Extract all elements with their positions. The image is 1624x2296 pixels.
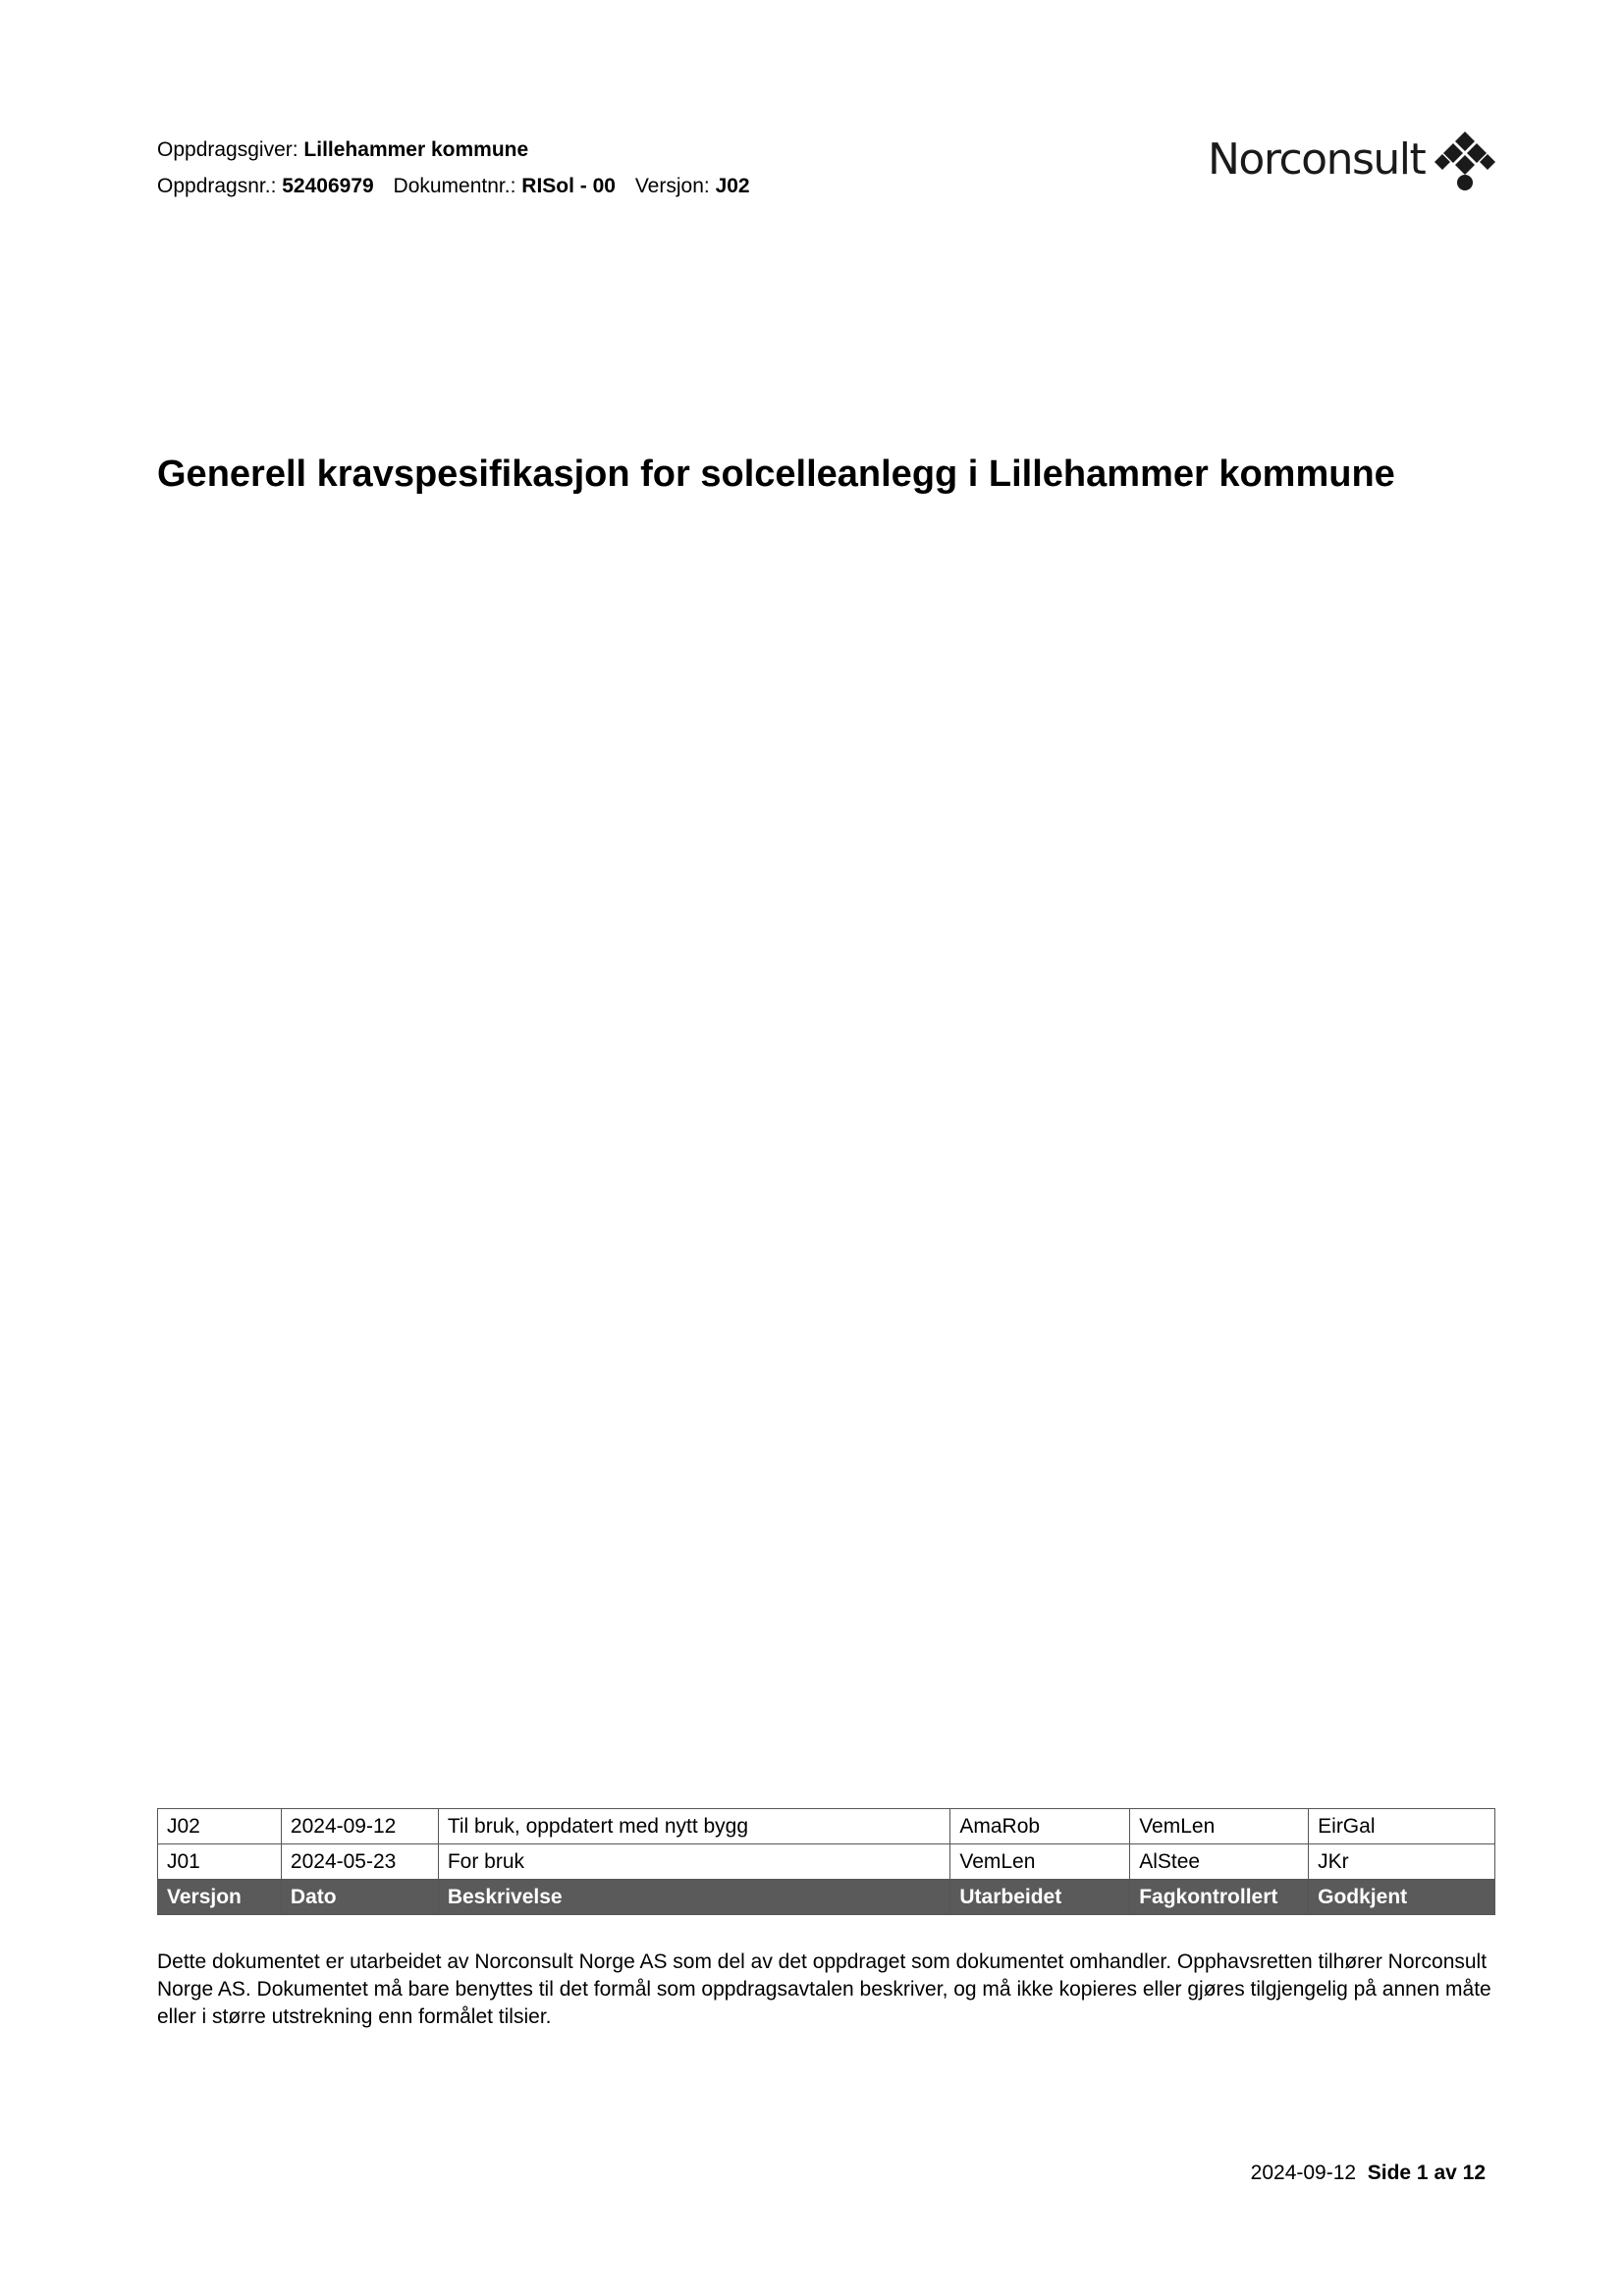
column-header-date: Dato (281, 1880, 438, 1915)
column-header-description: Beskrivelse (438, 1880, 950, 1915)
date-cell: 2024-09-12 (281, 1809, 438, 1844)
copyright-disclaimer: Dette dokumentet er utarbeidet av Norconsult Norge AS som del av det oppdraget som dokumentet omhandler. Opphavsretten tilhører Norconsult Norge AS. Dokumentet må bare benyttes til det formål som oppdragsavtalen beskriver, og må ikke kopieres eller gjøres tilgjengelig på annen måte eller i større utstrekning enn formålet tilsier. (157, 1950, 1491, 2028)
version-cell: J02 (158, 1809, 282, 1844)
version-label: Versjon: (634, 175, 710, 197)
prepared-by-cell: AmaRob (950, 1809, 1130, 1844)
prepared-by-cell: VemLen (950, 1844, 1130, 1880)
document-number-value: RISol - 00 (521, 175, 616, 197)
footer-date: 2024-09-12 (1250, 2162, 1357, 2184)
revision-table (157, 1808, 1495, 1915)
column-header-prepared-by: Utarbeidet (950, 1880, 1130, 1915)
document-number-label: Dokumentnr.: (393, 175, 516, 197)
date-cell: 2024-05-23 (281, 1844, 438, 1880)
client-line (157, 132, 750, 168)
client-label: Oppdragsgiver: (157, 138, 298, 161)
project-number-value: 52406979 (282, 175, 374, 197)
page-number: Side 1 av 12 (1367, 2162, 1486, 2184)
approved-by-cell: EirGal (1309, 1809, 1495, 1844)
column-header-checked-by: Fagkontrollert (1130, 1880, 1309, 1915)
version-value: J02 (715, 175, 750, 197)
checked-by-cell: VemLen (1130, 1809, 1309, 1844)
column-header-version: Versjon (158, 1880, 282, 1915)
description-cell: Til bruk, oppdatert med nytt bygg (438, 1809, 950, 1844)
document-ids-line (157, 168, 750, 204)
approved-by-cell: JKr (1309, 1844, 1495, 1880)
document-title: Generell kravspesifikasjon for solcelleanlegg i Lillehammer kommune (157, 454, 1395, 495)
table-row (158, 1809, 1495, 1844)
page-footer (1251, 2162, 1486, 2185)
description-cell: For bruk (438, 1844, 950, 1880)
document-header-info (157, 132, 750, 204)
norconsult-diamond-logo-icon (1433, 128, 1497, 190)
project-number-label: Oppdragsnr.: (157, 175, 277, 197)
table-row (158, 1844, 1495, 1880)
table-header-row (158, 1880, 1495, 1915)
checked-by-cell: AlStee (1130, 1844, 1309, 1880)
version-cell: J01 (158, 1844, 282, 1880)
column-header-approved-by: Godkjent (1309, 1880, 1495, 1915)
client-value: Lillehammer kommune (303, 138, 529, 161)
logo-wordmark: Norconsult (1208, 133, 1426, 185)
norconsult-logo (1208, 128, 1497, 190)
